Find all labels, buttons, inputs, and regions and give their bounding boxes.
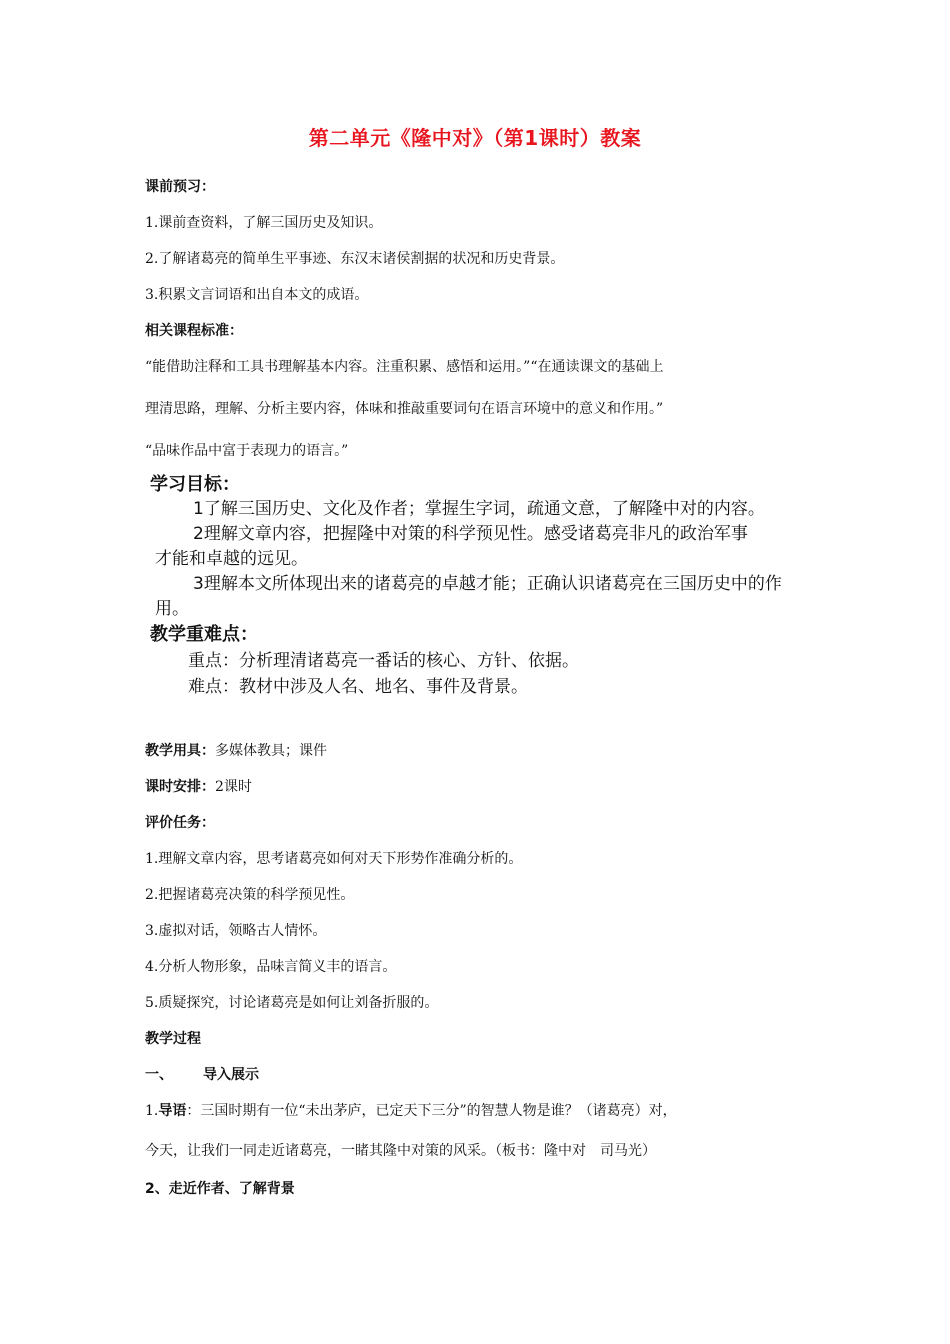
- goal-line: 才能和卓越的远见。: [155, 549, 308, 569]
- section2-heading: 2、走近作者、了解背景: [145, 1181, 295, 1197]
- key-heading: 教学重难点：: [150, 624, 258, 645]
- eval-item: 2.把握诸葛亮决策的科学预见性。: [145, 887, 355, 903]
- standard-line: “品味作品中富于表现力的语言。”: [145, 443, 349, 459]
- goals-heading: 学习目标：: [150, 474, 240, 495]
- tools-value: 多媒体教具；课件: [215, 743, 327, 759]
- goal-line: 3理解本文所体现出来的诸葛亮的卓越才能；正确认识诸葛亮在三国历史中的作: [193, 574, 782, 594]
- key-line: 难点：教材中涉及人名、地名、事件及背景。: [188, 677, 528, 697]
- tools-row: [145, 742, 327, 760]
- key-line: 重点：分析理清诸葛亮一番话的核心、方针、依据。: [188, 651, 579, 671]
- section1-title: 导入展示: [203, 1067, 259, 1083]
- goal-line: 2理解文章内容，把握隆中对策的科学预见性。感受诸葛亮非凡的政治军事: [193, 524, 748, 544]
- document-title: 第二单元《隆中对》（第1课时）教案: [308, 126, 642, 150]
- standard-line: “能借助注释和工具书理解基本内容。注重积累、感悟和运用。”“在通读课文的基础上: [145, 359, 664, 375]
- preview-item: 1.课前查资料，了解三国历史及知识。: [145, 215, 383, 231]
- eval-heading: 评价任务：: [145, 815, 215, 831]
- schedule-value: 2课时: [215, 779, 252, 795]
- standard-line: 理清思路，理解、分析主要内容，体味和推敲重要词句在语言环境中的意义和作用。”: [145, 401, 664, 417]
- eval-item: 3.虚拟对话，领略古人情怀。: [145, 923, 327, 939]
- intro-num: 1.: [145, 1103, 159, 1119]
- goal-line: 用。: [155, 599, 189, 619]
- eval-item: 4.分析人物形象，品味言简义丰的语言。: [145, 959, 397, 975]
- eval-item: 1.理解文章内容，思考诸葛亮如何对天下形势作准确分析的。: [145, 851, 523, 867]
- preview-item: 2.了解诸葛亮的简单生平事迹、东汉末诸侯割据的状况和历史背景。: [145, 251, 565, 267]
- goal-line: 1了解三国历史、文化及作者；掌握生字词，疏通文意，了解隆中对的内容。: [193, 499, 765, 519]
- process-heading: 教学过程: [145, 1031, 201, 1047]
- section1-heading: [145, 1066, 259, 1084]
- schedule-row: [145, 778, 252, 796]
- preview-heading: 课前预习：: [145, 179, 215, 195]
- intro-text: ：三国时期有一位“未出茅庐，已定天下三分”的智慧人物是谁？（诸葛亮）对，: [186, 1103, 677, 1119]
- schedule-label: 课时安排：: [145, 779, 215, 795]
- eval-item: 5.质疑探究，讨论诸葛亮是如何让刘备折服的。: [145, 995, 439, 1011]
- intro-line: 今天，让我们一同走近诸葛亮，一睹其隆中对策的风采。（板书：隆中对 司马光）: [145, 1143, 656, 1159]
- section1-num: 一、: [145, 1067, 173, 1083]
- intro-line: [145, 1102, 677, 1120]
- tools-label: 教学用具：: [145, 743, 215, 759]
- standard-heading: 相关课程标准：: [145, 323, 243, 339]
- preview-item: 3.积累文言词语和出自本文的成语。: [145, 287, 369, 303]
- intro-label: 导语: [158, 1103, 187, 1119]
